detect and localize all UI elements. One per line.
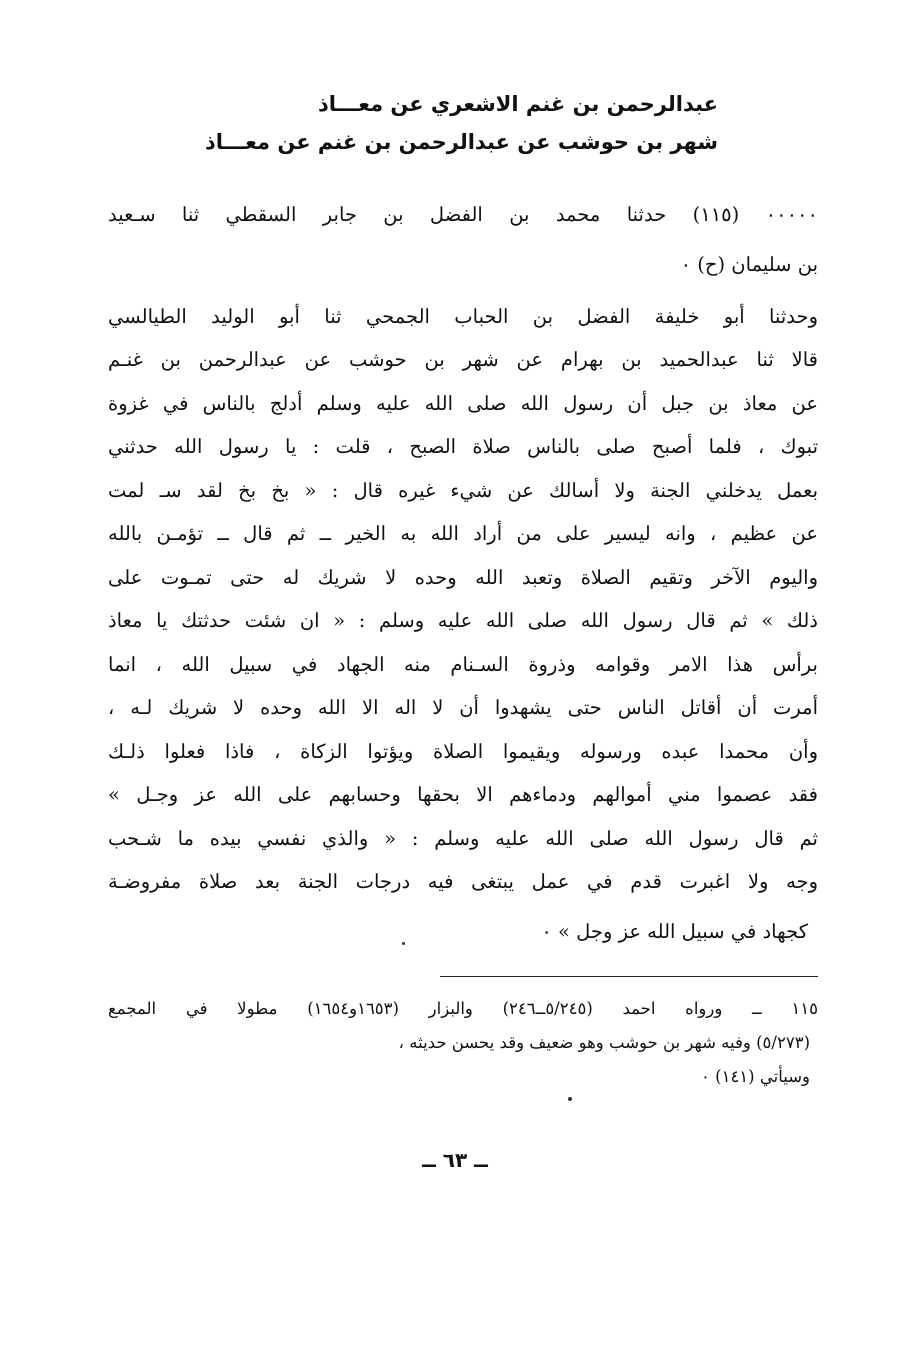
footnote-line: ١١٥ ــ ورواه احمد (٥/٢٤٥ــ٢٤٦) والبزار (١٦٥٣و١٦٥٤) مطولا في المجمع [108, 999, 818, 1018]
chapter-heading-2: شهر بن حوشب عن عبدالرحمن بن غنم عن معـــاذ [204, 130, 718, 154]
body-line: عن معاذ بن جبل أن رسول الله صلى الله عليه وسلم أدلج بالناس في غزوة [108, 392, 818, 415]
body-line: وحدثنا أبو خليفة الفضل بن الحباب الجمحي ثنا أبو الوليد الطيالسي [108, 305, 818, 328]
body-line: ثم قال رسول الله صلى الله عليه وسلم : « والذي نفسي بيده ما شـحب [108, 827, 818, 850]
body-line: واليوم الآخر وتقيم الصلاة وتعبد الله وحده لا شريك له حتى تمـوت على [108, 566, 818, 589]
body-line: وجه ولا اغبرت قدم في عمل يبتغى فيه درجات الجنة بعد صلاة مفروضـة [108, 870, 818, 893]
body-line: كجهاد في سبيل الله عز وجل » ٠ [541, 920, 808, 943]
body-line: برأس هذا الامر وقوامه وذروة السـنام منه الجهاد في سبيل الله ، انما [108, 653, 818, 676]
footnote-divider [440, 976, 818, 977]
body-line: قالا ثنا عبدالحميد بن بهرام عن شهر بن حوشب عن عبدالرحمن بن غنـم [108, 348, 818, 371]
body-line: عن عظيم ، وانه ليسير على من أراد الله به الخير ــ ثم قال ــ تؤمـن بالله [108, 522, 818, 545]
body-line: وأن محمدا عبده ورسوله ويقيموا الصلاة ويؤتوا الزكاة ، فاذا فعلوا ذلـك [108, 740, 818, 763]
body-line: تبوك ، فلما أصبح صلى بالناس صلاة الصبح ، قلت : يا رسول الله حدثني [108, 435, 818, 458]
body-line: بن سليمان (ح) ٠ [680, 253, 818, 276]
body-line: بعمل يدخلني الجنة ولا أسالك عن شيء غيره قال : « بخ بخ لقد سـ لمت [108, 479, 818, 502]
ink-speck [568, 1097, 572, 1101]
footnote-line: وسيأتي (١٤١) ٠ [701, 1067, 810, 1086]
body-line: أمرت أن أقاتل الناس حتى يشهدوا أن لا اله الا الله وحده لا شريك لـه ، [108, 696, 818, 719]
body-line: ٠٠٠٠٠ (١١٥) حدثنا محمد بن الفضل بن جابر السقطي ثنا سـعيد [108, 203, 818, 226]
footnote-line: (٥/٢٧٣) وفيه شهر بن حوشب وهو ضعيف وقد يحسن حديثه ، [398, 1033, 810, 1052]
body-line: فقد عصموا مني أموالهم ودماءهم الا بحقها وحسابهم على الله عز وجـل » [108, 783, 818, 806]
ink-speck [402, 942, 405, 945]
body-line: ذلك » ثم قال رسول الله صلى الله عليه وسلم : « ان شئت حدثتك يا معاذ [108, 609, 818, 632]
chapter-heading-1: عبدالرحمن بن غنم الاشعري عن معـــاذ [318, 92, 718, 116]
page-number: ــ ٦٣ ــ [422, 1148, 488, 1172]
